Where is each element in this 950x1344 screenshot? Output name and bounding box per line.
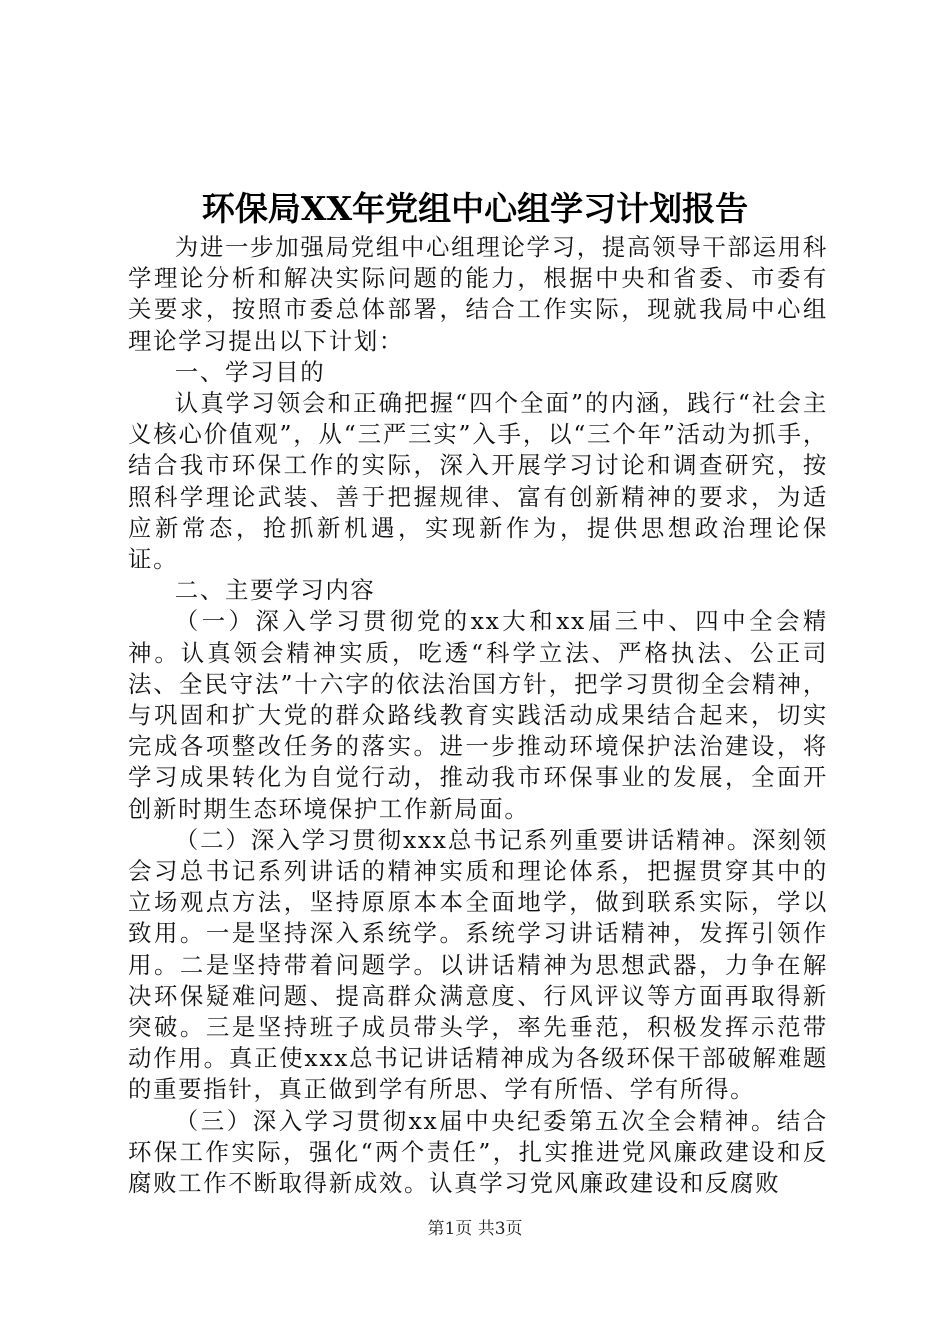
paragraph-intro: 为进一步加强局党组中心组理论学习，提高领导干部运用科学理论分析和解决实际问题的能力，根据中央和省委、市委有关要求，按照市委总体部署，结合工作实际，现就我局中心组理论学习提出以下计划： (128, 233, 828, 355)
document-body (128, 232, 828, 1199)
heading-main-content: 二、主要学习内容 (174, 576, 376, 605)
paragraph-item-1: （一）深入学习贯彻党的xx大和xx届三中、四中全会精神。认真领会精神实质，吃透“科学立法、严格执法、公正司法、全民守法”十六字的依法治国方针，把学习贯彻全会精神，与巩固和扩大党的群众路线教育实践活动成果结合起来，切实完成各项整改任务的落实。进一步推动环境保护法治建设，将学习成果转化为自觉行动，推动我市环保事业的发展，全面开创新时期生态环境保护工作新局面。 (128, 607, 828, 823)
paragraph-item-2: （二）深入学习贯彻xxx总书记系列重要讲话精神。深刻领会习总书记系列讲话的精神实质和理论体系，把握贯穿其中的立场观点方法，坚持原原本本全面地学，做到联系实际，学以致用。一是坚持深入系统学。系统学习讲话精神，发挥引领作用。二是坚持带着问题学。以讲话精神为思想武器，力争在解决环保疑难问题、提高群众满意度、行风评议等方面再取得新突破。三是坚持班子成员带头学，率先垂范，积极发挥示范带动作用。真正使xxx总书记讲话精神成为各级环保干部破解难题的重要指针，真正做到学有所思、学有所悟、学有所得。 (128, 825, 828, 1104)
paragraph-item-3: （三）深入学习贯彻xx届中央纪委第五次全会精神。结合环保工作实际，强化“两个责任”，扎实推进党风廉政建设和反腐败工作不断取得新成效。认真学习党风廉政建设和反腐败 (128, 1106, 828, 1198)
paragraph-learning-purpose: 认真学习领会和正确把握“四个全面”的内涵，践行“社会主义核心价值观”，从“三严三实”入手，以“三个年”活动为抓手，结合我市环保工作的实际，深入开展学习讨论和调查研究，按照科学理论武装、善于把握规律、富有创新精神的要求，为适应新常态，抢抓新机遇，实现新作为，提供思想政治理论保证。 (128, 389, 828, 574)
document-title: 环保局XX年党组中心组学习计划报告 (201, 189, 749, 228)
page-number-footer: 第1页 共3页 (427, 1219, 523, 1239)
heading-learning-purpose: 一、学习目的 (174, 357, 326, 386)
